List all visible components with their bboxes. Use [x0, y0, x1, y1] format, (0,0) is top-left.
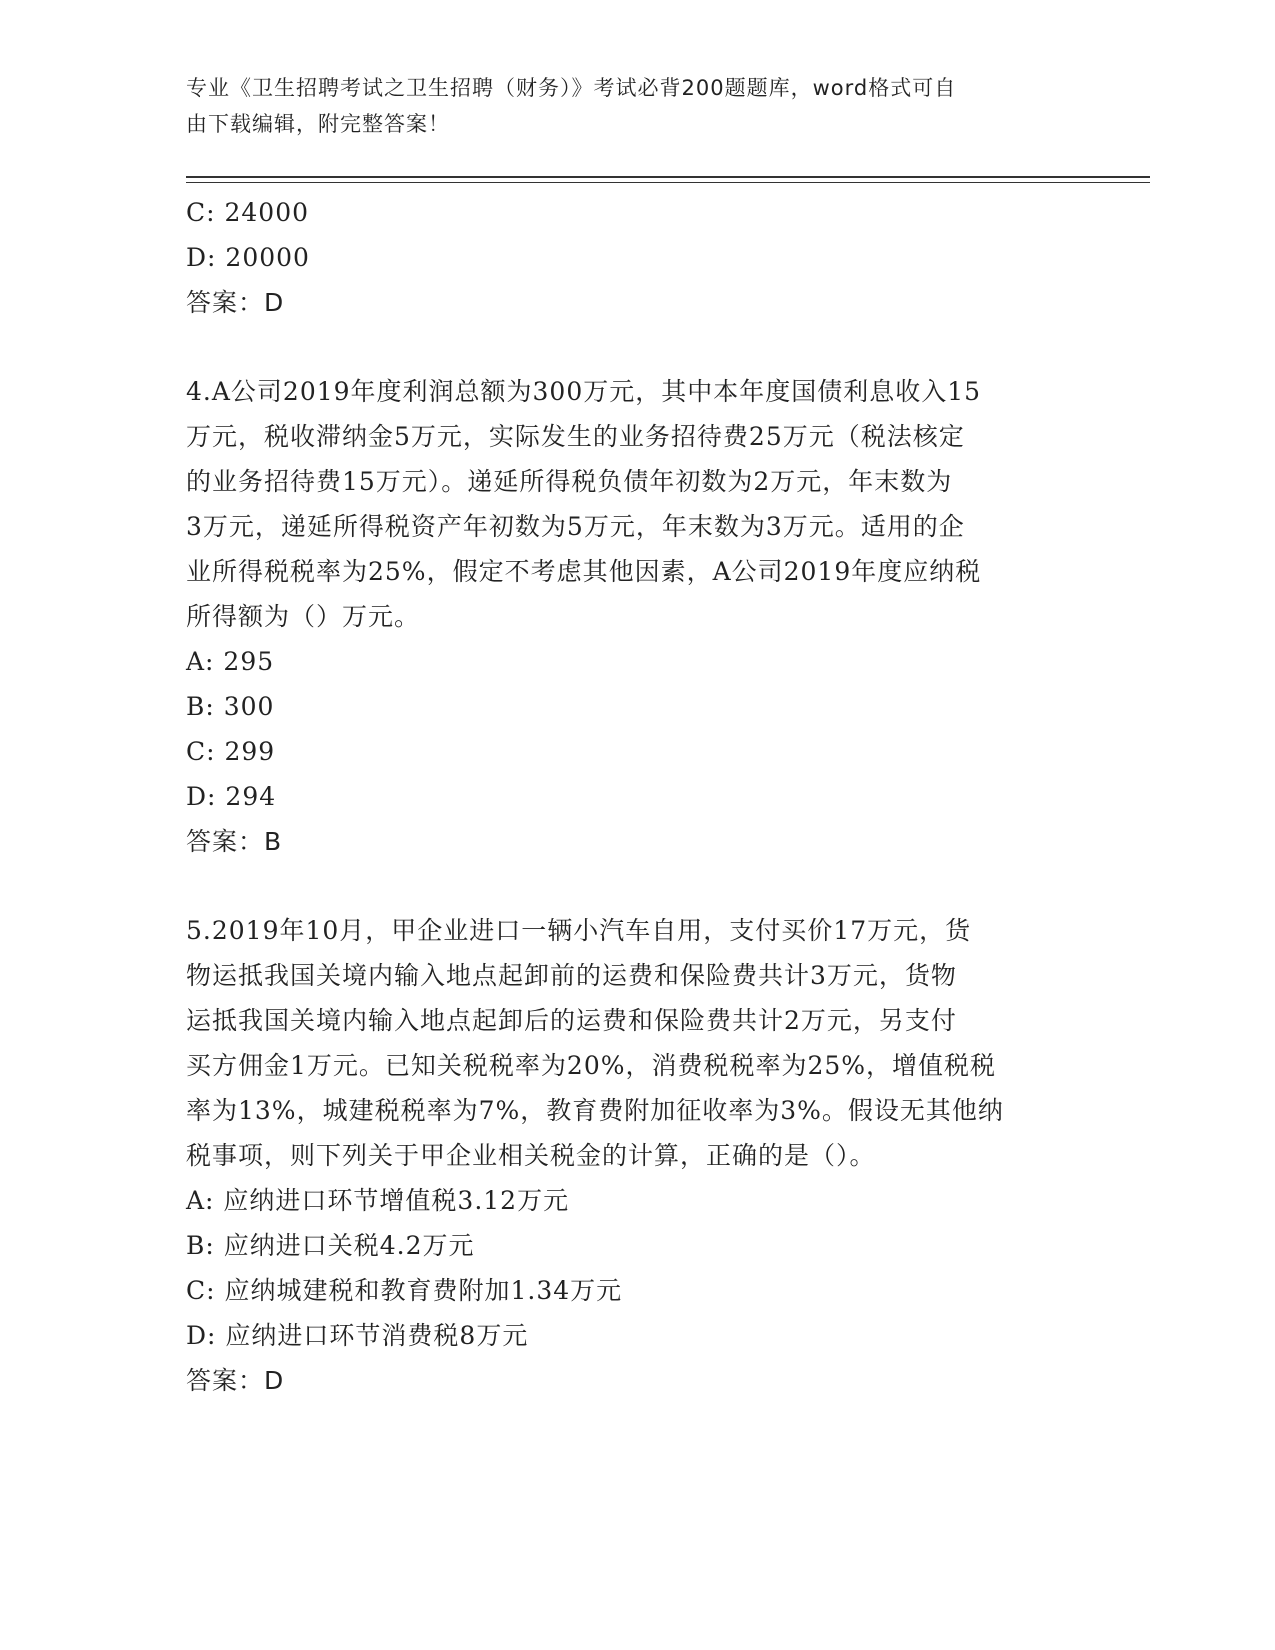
option-c: C: 24000 [186, 198, 310, 227]
question-line: 4.A公司2019年度利润总额为300万元，其中本年度国债利息收入15 [186, 377, 982, 406]
header-divider-thick [186, 176, 1150, 178]
question-line: 物运抵我国关境内输入地点起卸前的运费和保险费共计3万元，货物 [186, 961, 957, 990]
option-a: A: 295 [186, 647, 275, 676]
question-line: 买方佣金1万元。已知关税税率为20%，消费税税率为25%，增值税税 [186, 1051, 997, 1080]
option-b: B: 应纳进口关税4.2万元 [186, 1231, 475, 1260]
answer-line: 答案：D [186, 1366, 285, 1395]
question-line: 业所得税税率为25%，假定不考虑其他因素，A公司2019年度应纳税 [186, 557, 982, 586]
spacer [186, 864, 1086, 908]
option-c: C: 应纳城建税和教育费附加1.34万元 [186, 1276, 623, 1305]
question-4-text [186, 369, 1086, 639]
question-line: 运抵我国关境内输入地点起卸后的运费和保险费共计2万元，另支付 [186, 1006, 957, 1035]
prev-question-block [186, 190, 1086, 325]
header-divider-thin [186, 182, 1150, 183]
answer-line: 答案：D [186, 288, 285, 317]
page-header [186, 70, 1086, 142]
question-4-block [186, 369, 1086, 864]
header-line-2: 由下载编辑，附完整答案！ [186, 112, 450, 136]
question-line: 5.2019年10月，甲企业进口一辆小汽车自用，支付买价17万元，货 [186, 916, 972, 945]
option-a: A: 应纳进口环节增值税3.12万元 [186, 1186, 570, 1215]
document-body [186, 190, 1086, 1403]
question-line: 率为13%，城建税税率为7%，教育费附加征收率为3%。假设无其他纳 [186, 1096, 1004, 1125]
option-c: C: 299 [186, 737, 276, 766]
option-b: B: 300 [186, 692, 275, 721]
header-line-1: 专业《卫生招聘考试之卫生招聘（财务）》考试必背200题题库，word格式可自 [186, 76, 957, 100]
question-line: 万元，税收滞纳金5万元，实际发生的业务招待费25万元（税法核定 [186, 422, 965, 451]
answer-line: 答案：B [186, 827, 283, 856]
question-line: 的业务招待费15万元）。递延所得税负债年初数为2万元，年末数为 [186, 467, 953, 496]
option-d: D: 应纳进口环节消费税8万元 [186, 1321, 529, 1350]
question-line: 税事项，则下列关于甲企业相关税金的计算，正确的是（）。 [186, 1141, 876, 1170]
spacer [186, 325, 1086, 369]
question-line: 3万元，递延所得税资产年初数为5万元，年末数为3万元。适用的企 [186, 512, 965, 541]
option-d: D: 20000 [186, 243, 310, 272]
option-d: D: 294 [186, 782, 277, 811]
question-5-block [186, 908, 1086, 1403]
question-5-text [186, 908, 1086, 1178]
question-line: 所得额为（）万元。 [186, 602, 421, 631]
